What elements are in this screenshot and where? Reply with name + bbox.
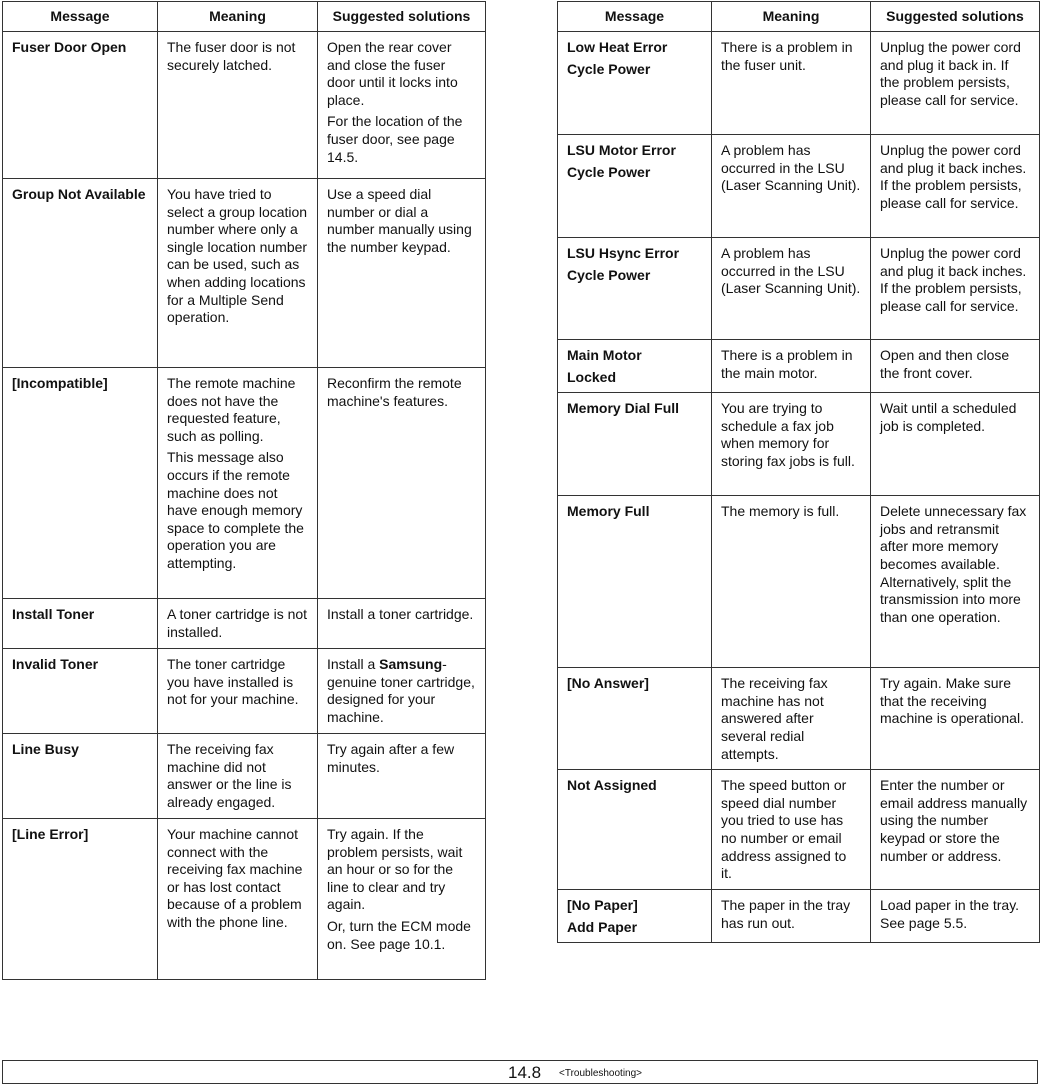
message-text: Cycle Power (567, 60, 651, 77)
error-table-right (557, 1, 1040, 943)
solution-cell (318, 368, 486, 599)
solution-text-part: -genuine toner cartridge, designed for your machine. (327, 656, 475, 725)
solution-text: Try again. If the problem persists, wait an hour or so for the line to clear and try again. (327, 826, 463, 913)
table-row (558, 135, 1040, 238)
meaning-text: The speed button or speed dial number you tried to use has no number or email address assigned to it. (721, 777, 847, 882)
meaning-cell (158, 599, 318, 649)
meaning-cell (712, 770, 871, 890)
solution-text: Reconfirm the remote machine's features. (327, 375, 462, 409)
message-text: [No Paper] (567, 897, 638, 914)
message-cell (3, 599, 158, 649)
header-meaning: Meaning (158, 2, 318, 32)
meaning-cell (158, 819, 318, 980)
solution-text: Enter the number or email address manually using the number keypad or store the number or address. (880, 777, 1028, 864)
table-header-row (558, 2, 1040, 32)
message-cell (558, 393, 712, 496)
meaning-text: You have tried to select a group location number where only a single location number can be used, such as when adding locations for a Multiple Send operation. (167, 186, 308, 326)
message-text: Low Heat Error (567, 39, 668, 55)
message-text: Line Busy (12, 741, 79, 757)
message-cell (558, 770, 712, 890)
message-text: Invalid Toner (12, 656, 99, 672)
solution-text: Wait until a scheduled job is completed. (880, 400, 1017, 434)
meaning-text: This message also occurs if the remote machine does not have enough memory space to complete the operation you are attempting. (167, 449, 304, 571)
solution-text: Install a toner cartridge. (327, 606, 474, 622)
solution-cell (871, 238, 1040, 340)
header-message: Message (558, 2, 712, 32)
meaning-text: You are trying to schedule a fax job when memory for storing fax jobs is full. (721, 400, 855, 469)
solution-text: Unplug the power cord and plug it back inches. If the problem persists, please call for service. (880, 142, 1027, 211)
meaning-cell (158, 368, 318, 599)
meaning-text: The memory is full. (721, 503, 840, 520)
message-text: Add Paper (567, 918, 638, 935)
table-row (558, 340, 1040, 393)
solution-text: Unplug the power cord and plug it back inches. If the problem persists, please call for service. (880, 245, 1027, 314)
meaning-cell (712, 32, 871, 135)
meaning-cell (158, 32, 318, 179)
header-meaning: Meaning (712, 2, 871, 32)
message-cell (558, 890, 712, 943)
section-name: <Troubleshooting> (559, 1068, 643, 1079)
meaning-cell (712, 340, 871, 393)
brand-name: Samsung (379, 656, 443, 672)
message-cell (558, 496, 712, 668)
message-text: [Line Error] (12, 826, 89, 842)
meaning-cell (712, 890, 871, 943)
meaning-cell (158, 179, 318, 368)
message-text: Locked (567, 368, 617, 385)
solution-text: Try again. Make sure that the receiving machine is operational. (880, 675, 1024, 727)
message-cell (3, 32, 158, 179)
solution-text: Try again after a few minutes. (327, 741, 455, 775)
table-row (558, 393, 1040, 496)
message-text: Cycle Power (567, 266, 651, 283)
solution-cell (318, 649, 486, 734)
message-cell (3, 819, 158, 980)
solution-text-part: Install a (327, 656, 380, 672)
solution-text (327, 656, 476, 726)
meaning-text: Your machine cannot connect with the receiving fax machine or has lost contact because of a problem with the phone line. (167, 826, 303, 930)
meaning-cell (712, 668, 871, 770)
meaning-text: A toner cartridge is not installed. (167, 606, 308, 640)
message-cell (3, 368, 158, 599)
solution-cell (871, 668, 1040, 770)
solution-text: Open the rear cover and close the fuser door until it locks into place. (327, 39, 458, 108)
meaning-text: The toner cartridge you have installed is not for your machine. (167, 656, 299, 708)
page-number: 14.8 (508, 1063, 542, 1082)
table-row (558, 32, 1040, 135)
message-cell (558, 238, 712, 340)
message-text: Main Motor (567, 347, 642, 363)
table-row (558, 770, 1040, 890)
solution-text: Open and then close the front cover. (880, 347, 1010, 381)
table-row (558, 238, 1040, 340)
table-row (3, 734, 486, 819)
meaning-text: A problem has occurred in the LSU (Laser Scanning Unit). (721, 142, 861, 194)
meaning-text: A problem has occurred in the LSU (Laser Scanning Unit). (721, 245, 861, 297)
solution-text: For the location of the fuser door, see page 14.5. (327, 113, 463, 165)
message-text: Memory Dial Full (567, 400, 680, 417)
solution-cell (318, 734, 486, 819)
meaning-text: There is a problem in the main motor. (721, 347, 853, 381)
message-text: Install Toner (12, 606, 95, 622)
table-row (3, 819, 486, 980)
meaning-cell (712, 135, 871, 238)
message-text: [No Answer] (567, 675, 649, 692)
message-cell (558, 32, 712, 135)
solution-cell (871, 770, 1040, 890)
header-message: Message (3, 2, 158, 32)
message-text: Cycle Power (567, 163, 651, 180)
message-text: Group Not Available (12, 186, 146, 202)
message-cell (558, 135, 712, 238)
solution-text: Use a speed dial number or dial a number manually using the number keypad. (327, 186, 472, 255)
solution-cell (871, 496, 1040, 668)
table-row (558, 668, 1040, 770)
table-row (3, 368, 486, 599)
meaning-text: The receiving fax machine did not answer or the line is already engaged. (167, 741, 292, 810)
solution-text: Delete unnecessary fax jobs and retransmit after more memory becomes available. Alternatively, split the transmission into more than one operation. (880, 503, 1027, 625)
solution-cell (871, 393, 1040, 496)
message-cell (558, 668, 712, 770)
message-cell (3, 649, 158, 734)
meaning-text: The remote machine does not have the requested feature, such as polling. (167, 375, 296, 444)
solution-text: Unplug the power cord and plug it back in. If the problem persists, please call for service. (880, 39, 1021, 108)
header-solutions: Suggested solutions (871, 2, 1040, 32)
solution-text: Load paper in the tray. See page 5.5. (880, 897, 1020, 931)
meaning-cell (158, 734, 318, 819)
table-row (558, 890, 1040, 943)
table-row (3, 599, 486, 649)
message-text: Memory Full (567, 503, 650, 520)
meaning-text: The receiving fax machine has not answered after several redial attempts. (721, 675, 828, 762)
meaning-text: The fuser door is not securely latched. (167, 39, 296, 73)
table-header-row (3, 2, 486, 32)
solution-text: Or, turn the ECM mode on. See page 10.1. (327, 917, 471, 952)
solution-cell (318, 179, 486, 368)
meaning-text: The paper in the tray has run out. (721, 897, 851, 931)
solution-cell (318, 599, 486, 649)
meaning-cell (158, 649, 318, 734)
meaning-cell (712, 393, 871, 496)
solution-cell (871, 340, 1040, 393)
page-footer (2, 1060, 1038, 1084)
message-cell (3, 179, 158, 368)
meaning-text: There is a problem in the fuser unit. (721, 39, 853, 73)
solution-cell (318, 32, 486, 179)
message-text: Not Assigned (567, 777, 657, 794)
solution-cell (871, 32, 1040, 135)
meaning-cell (712, 238, 871, 340)
message-text: LSU Hsync Error (567, 245, 680, 261)
table-row (3, 649, 486, 734)
solution-cell (318, 819, 486, 980)
table-row (558, 496, 1040, 668)
meaning-cell (712, 496, 871, 668)
message-cell (3, 734, 158, 819)
message-text: Fuser Door Open (12, 39, 127, 55)
solution-cell (871, 135, 1040, 238)
header-solutions: Suggested solutions (318, 2, 486, 32)
table-row (3, 179, 486, 368)
message-text: LSU Motor Error (567, 142, 676, 158)
solution-cell (871, 890, 1040, 943)
message-text: [Incompatible] (12, 375, 108, 391)
error-table-left (2, 1, 486, 980)
message-cell (558, 340, 712, 393)
table-row (3, 32, 486, 179)
